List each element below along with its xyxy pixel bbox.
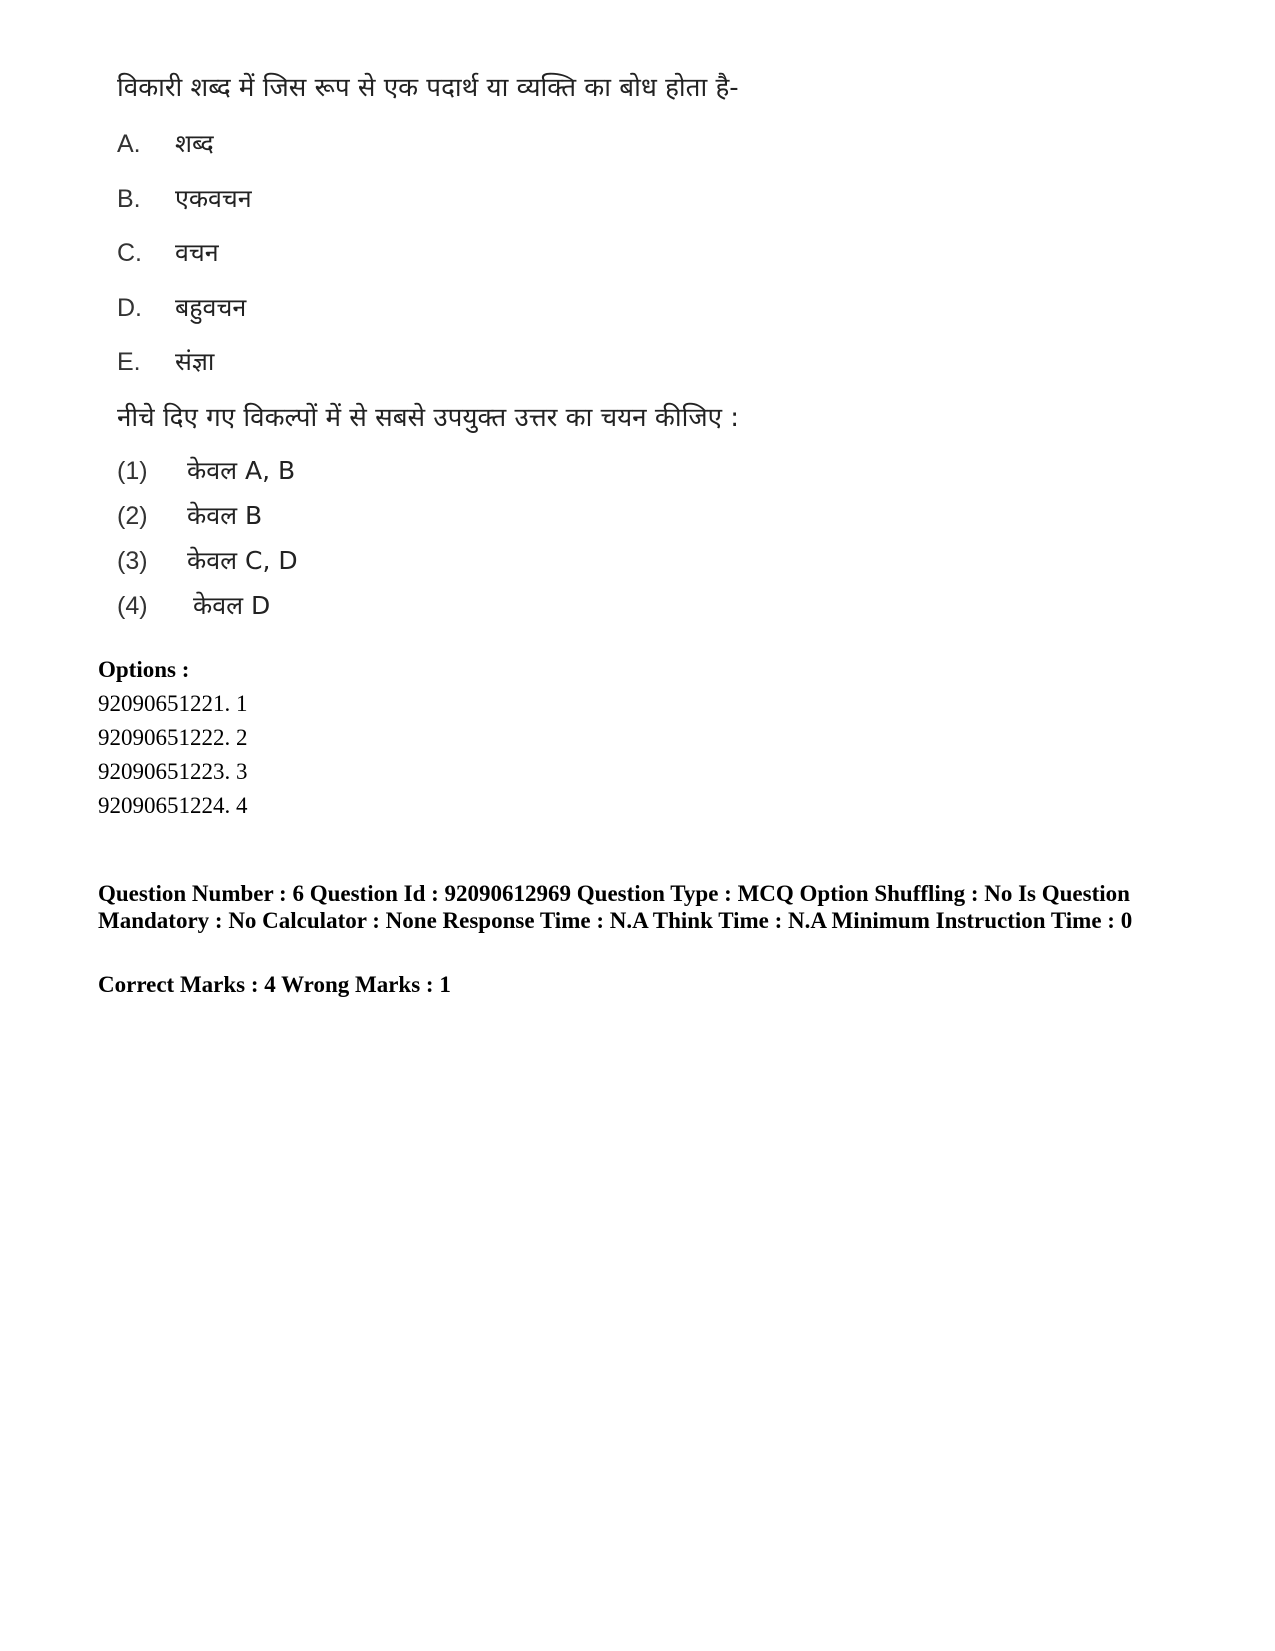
choice-text: केवल C, D xyxy=(187,546,298,575)
statement-text: शब्द xyxy=(175,129,214,158)
statement-text: बहुवचन xyxy=(175,293,247,322)
statement-item-e xyxy=(117,344,214,378)
statement-item-c xyxy=(117,235,219,269)
option-entry-3: 92090651223. 3 xyxy=(98,759,248,784)
question-stem: विकारी शब्द में जिस रूप से एक पदार्थ या व्यक्ति का बोध होता है- xyxy=(117,73,739,103)
choice-label: (1) xyxy=(117,457,148,485)
statement-label: A. xyxy=(117,130,141,158)
statement-text: एकवचन xyxy=(175,184,252,213)
choice-text: केवल B xyxy=(187,501,263,530)
statement-item-a xyxy=(117,126,214,160)
statement-label: D. xyxy=(117,294,142,322)
question-metadata: Question Number : 6 Question Id : 92090612969 Question Type : MCQ Option Shuffling : No Is Question Mandatory : No Calculator : None Response Time : N.A Think Time : N.A Minimum Instruction Time : 0 xyxy=(98,881,1133,933)
choice-label: (4) xyxy=(117,592,148,620)
statement-label: E. xyxy=(117,348,141,376)
statement-text: संज्ञा xyxy=(175,347,215,376)
choice-label: (2) xyxy=(117,502,148,530)
answer-choice-2 xyxy=(117,498,262,532)
options-heading: Options : xyxy=(98,657,190,682)
choice-text: केवल D xyxy=(193,591,271,620)
answer-choice-1 xyxy=(117,453,295,487)
statement-item-d xyxy=(117,290,246,324)
choice-label: (3) xyxy=(117,547,148,575)
question-instruction: नीचे दिए गए विकल्पों में से सबसे उपयुक्त उत्तर का चयन कीजिए : xyxy=(117,403,740,433)
statement-text: वचन xyxy=(175,238,219,267)
option-entry-1: 92090651221. 1 xyxy=(98,691,248,716)
option-entry-2: 92090651222. 2 xyxy=(98,725,248,750)
statement-label: B. xyxy=(117,185,141,213)
answer-choice-3 xyxy=(117,543,298,577)
option-entry-4: 92090651224. 4 xyxy=(98,793,248,818)
statement-label: C. xyxy=(117,239,142,267)
choice-text: केवल A, B xyxy=(187,456,296,485)
marks-info: Correct Marks : 4 Wrong Marks : 1 xyxy=(98,972,451,997)
statement-item-b xyxy=(117,181,252,215)
answer-choice-4 xyxy=(117,588,270,622)
